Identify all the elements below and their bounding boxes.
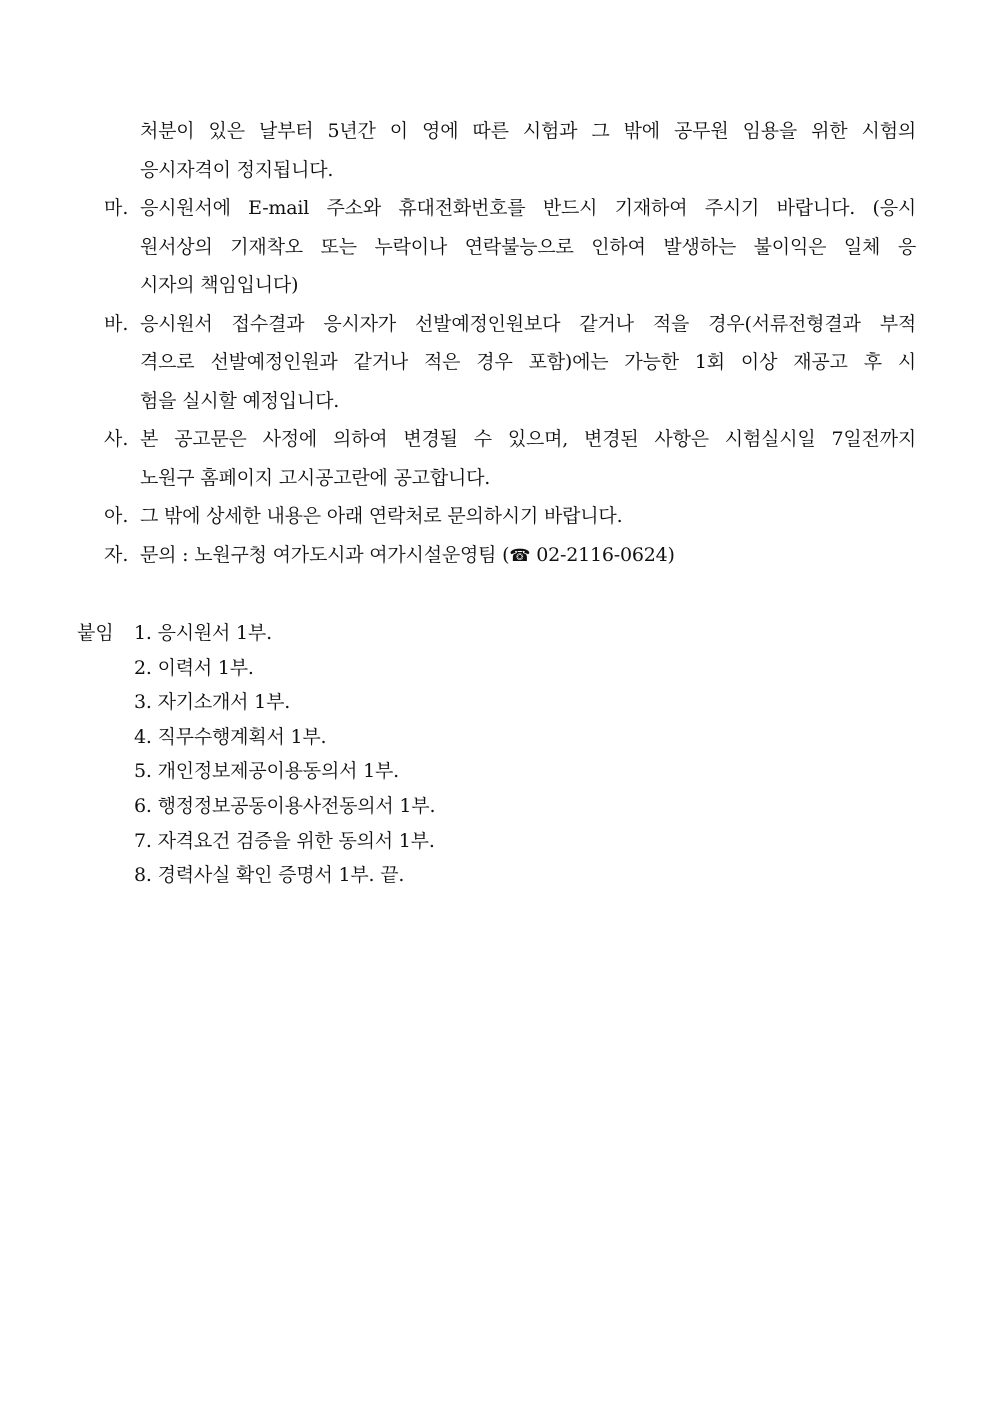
notice-item-continued	[104, 112, 916, 189]
attachment-item: 1. 응시원서 1부.	[134, 622, 272, 644]
notice-item-contact	[104, 536, 916, 576]
notice-line: 응시원서 접수결과 응시자가 선발예정인원보다 같거나 적을 경우(서류전형결과 부적	[140, 312, 916, 335]
attachment-item: 8. 경력사실 확인 증명서 1부. 끝.	[134, 864, 405, 887]
notice-line: 응시자격이 정지됩니다.	[140, 158, 334, 181]
phone-icon: ☎	[509, 545, 531, 566]
notice-item-marker: 바.	[104, 312, 129, 335]
notice-line: 험을 실시할 예정입니다.	[140, 389, 340, 412]
contact-phone: 02-2116-0624)	[530, 543, 675, 566]
notice-item-marker: 사.	[104, 428, 129, 450]
notice-item-text	[140, 497, 916, 536]
attachments-section	[77, 616, 677, 893]
notice-line: 격으로 선발예정인원과 같거나 적은 경우 포함)에는 가능한 1회 이상 재공고 후 시	[140, 351, 917, 373]
notice-item-a	[104, 497, 916, 536]
notice-item-sa	[104, 420, 916, 497]
notice-item-marker: 마.	[104, 197, 129, 219]
attachment-item: 2. 이력서 1부.	[134, 656, 254, 679]
contact-line	[140, 536, 916, 576]
contact-text	[140, 536, 916, 576]
attachment-item: 6. 행정정보공동이용사전동의서 1부.	[134, 794, 436, 817]
attachment-item: 5. 개인정보제공이용동의서 1부.	[134, 760, 399, 783]
notice-line: 노원구 홈페이지 고시공고란에 공고합니다.	[140, 466, 491, 489]
notice-item-marker: 자.	[104, 543, 129, 566]
notice-item-text	[140, 189, 916, 305]
contact-label: 문의 : 노원구청 여가도시과 여가시설운영팀 (	[140, 543, 510, 566]
notice-line: 본 공고문은 사정에 의하여 변경될 수 있으며, 변경된 사항은 시험실시일 7일전까지	[140, 428, 916, 450]
notice-line: 응시원서에 E-mail 주소와 휴대전화번호를 반드시 기재하여 주시기 바랍니다. (응시	[140, 197, 916, 219]
attachment-item: 7. 자격요건 검증을 위한 동의서 1부.	[134, 829, 435, 852]
attachments-list	[134, 616, 677, 893]
attachment-item: 3. 자기소개서 1부.	[134, 691, 291, 714]
attachment-item: 4. 직무수행계획서 1부.	[134, 725, 327, 748]
notice-item-ma	[104, 189, 916, 305]
attachments-row	[77, 616, 677, 893]
notice-item-ba	[104, 305, 916, 421]
notice-line: 시자의 책임입니다)	[140, 274, 299, 296]
notice-item-text	[140, 305, 916, 421]
attachments-label: 붙임	[77, 622, 114, 644]
notice-line: 그 밖에 상세한 내용은 아래 연락처로 문의하시기 바랍니다.	[140, 505, 623, 527]
notice-line: 처분이 있은 날부터 5년간 이 영에 따른 시험과 그 밖에 공무원 임용을 위한 시험의	[140, 120, 916, 142]
notice-items	[104, 112, 916, 575]
notice-item-marker: 아.	[104, 505, 129, 527]
notice-item-text	[140, 420, 916, 497]
notice-line: 원서상의 기재착오 또는 누락이나 연락불능으로 인하여 발생하는 불이익은 일체 응	[140, 235, 916, 258]
